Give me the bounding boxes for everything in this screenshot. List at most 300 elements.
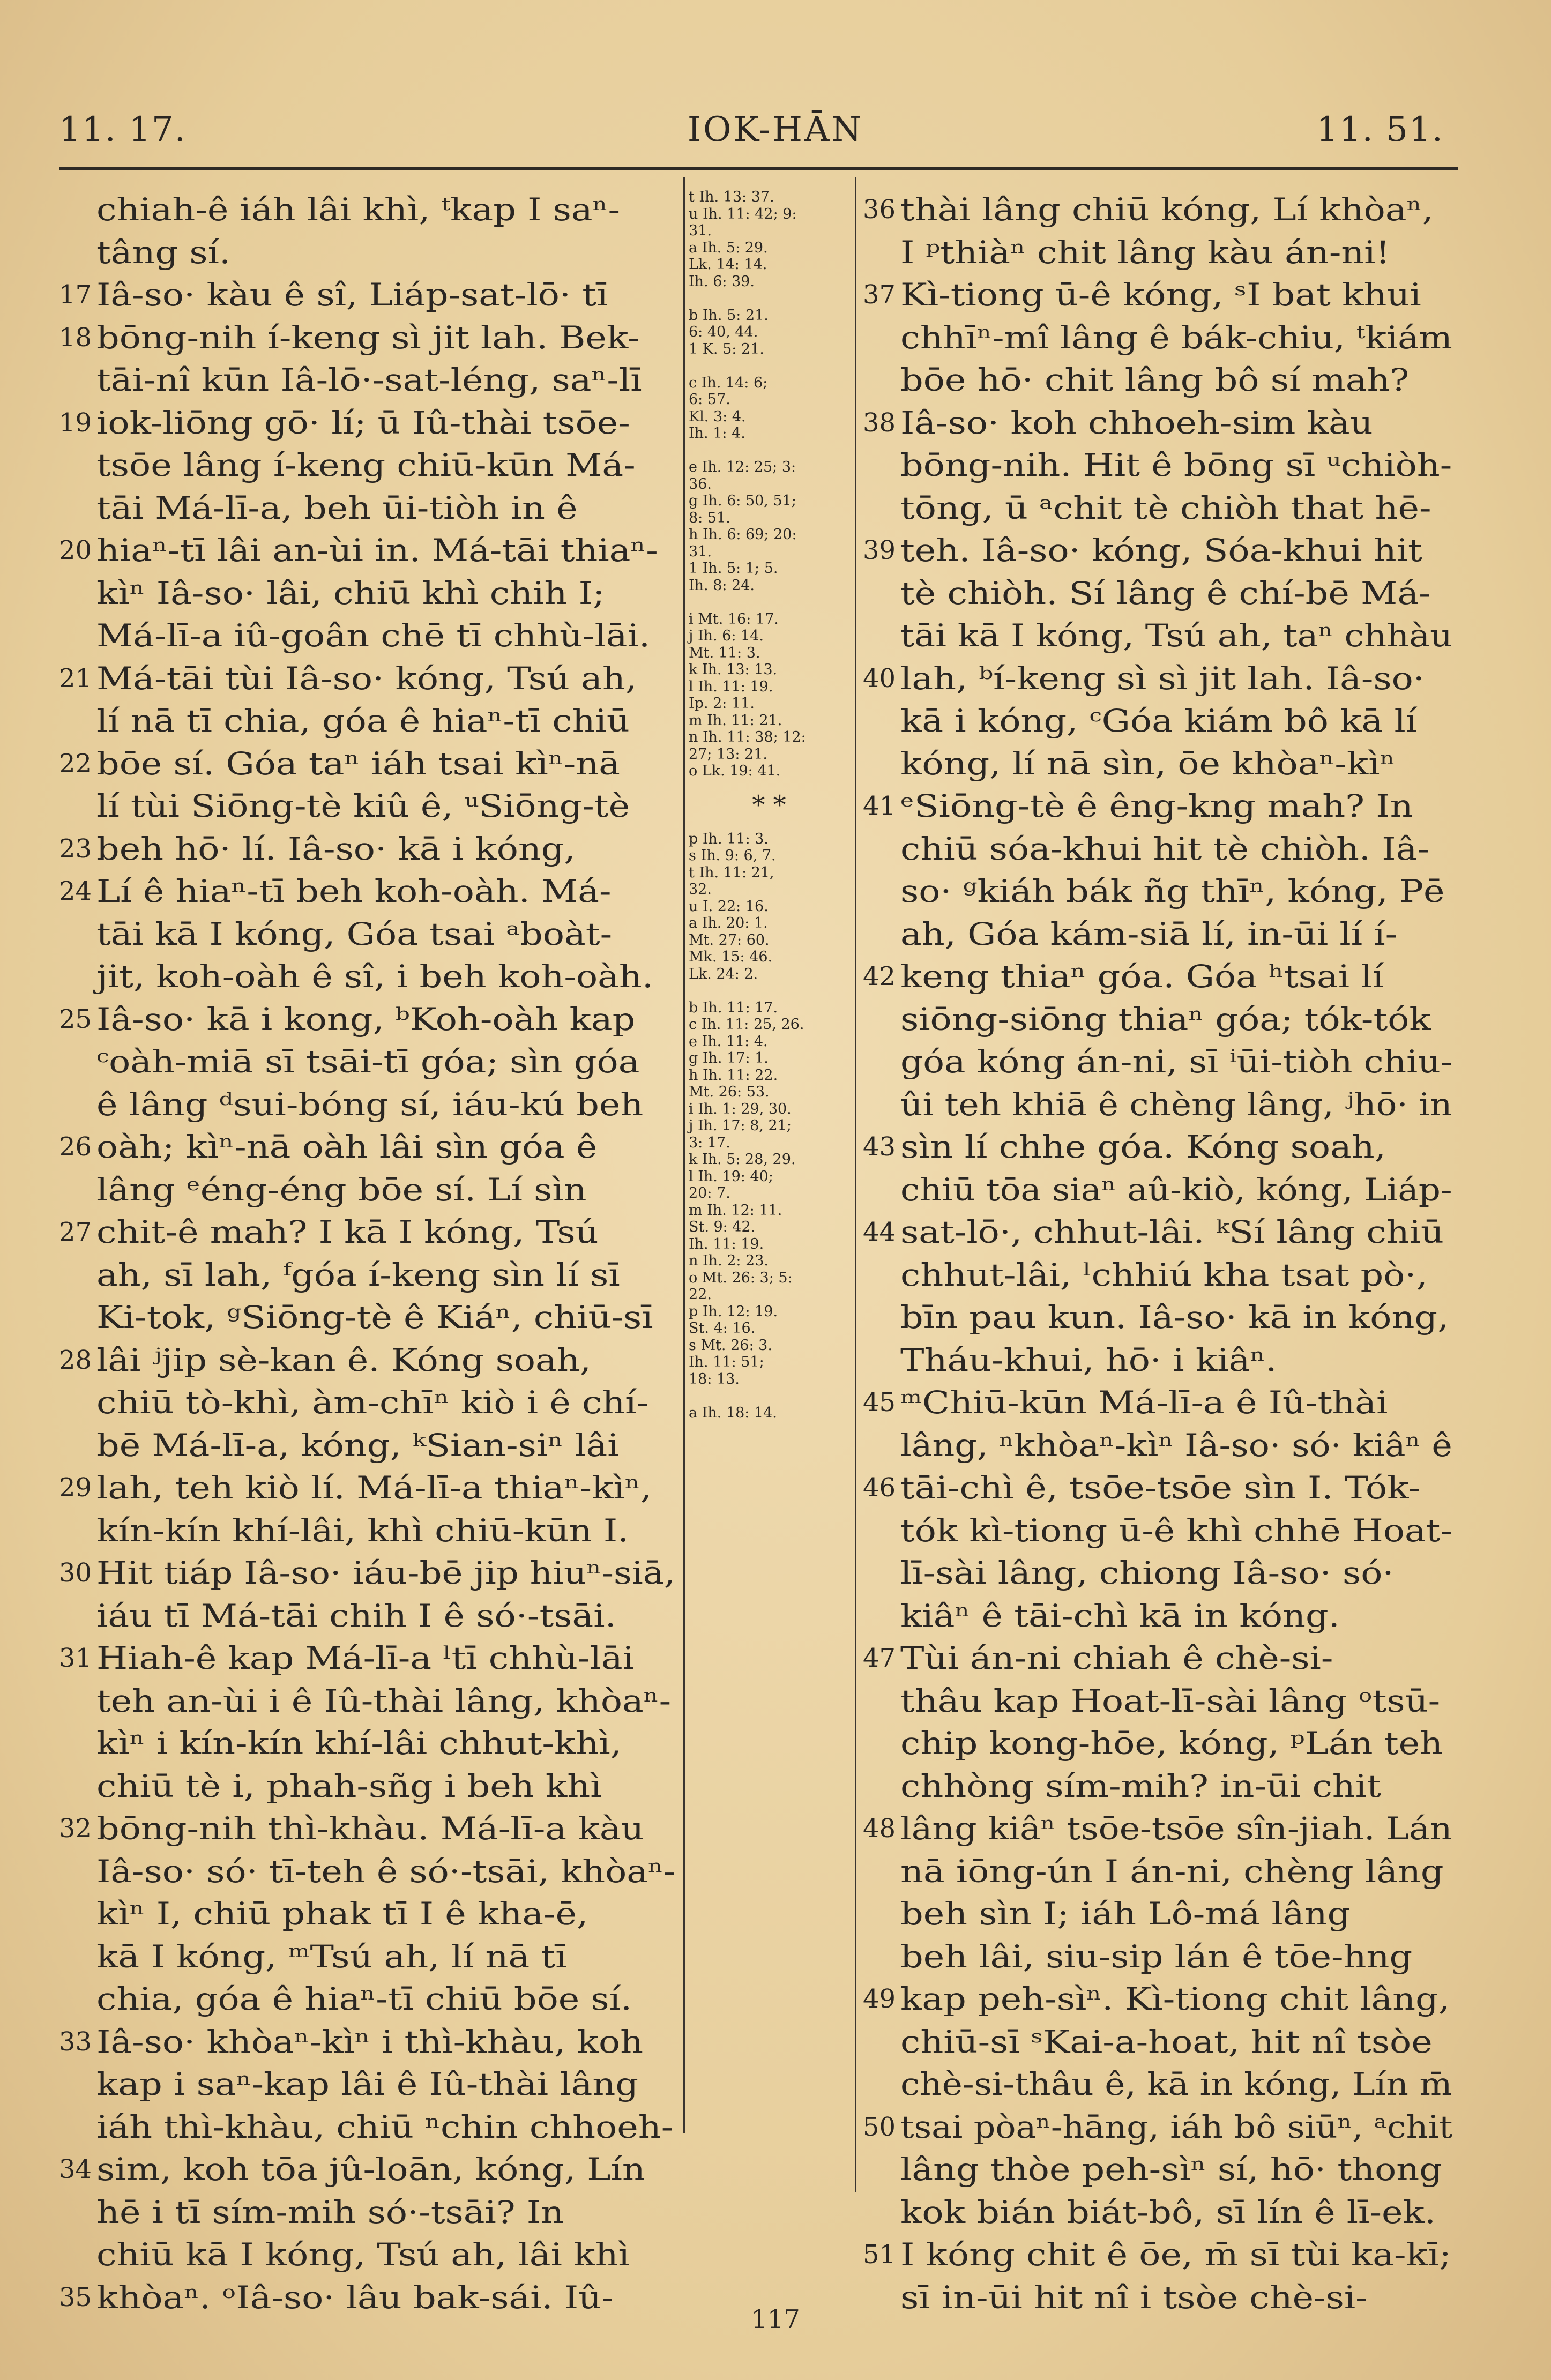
- verse-text: Iâ-so· só· tī-teh ê só·-tsāi, khòaⁿ-: [96, 1853, 676, 1890]
- verse-text: teh. Iâ-so· kóng, Sóa-khui hit: [900, 532, 1422, 569]
- verse-text: kín-kín khí-lâi, khì chiū-kūn I.: [96, 1512, 629, 1549]
- verse-text: chè-si-thâu ê, kā in kóng, Lín m̄: [900, 2066, 1452, 2102]
- verse-number: 35: [59, 2282, 92, 2312]
- cross-reference: m Ih. 11: 21.: [689, 712, 782, 729]
- verse-text: ê lâng ᵈsui-bóng sí, iáu-kú beh: [96, 1086, 644, 1123]
- verse-line: [863, 1211, 1452, 1254]
- verse-number: 41: [863, 791, 896, 821]
- cross-reference: h Ih. 6: 69; 20:: [689, 526, 797, 543]
- verse-text: kìⁿ I, chiū phak tī I ê kha-ē,: [96, 1896, 588, 1932]
- verse-line: [59, 1893, 675, 1936]
- verse-text: kap peh-sìⁿ. Kì-tiong chit lâng,: [900, 1981, 1450, 2017]
- verse-number: 43: [863, 1132, 896, 1162]
- verse-line: [863, 1978, 1452, 2021]
- verse-text: chhut-lâi, ˡchhiú kha tsat pò·,: [900, 1256, 1428, 1293]
- verse-number: 30: [59, 1558, 92, 1588]
- verse-number: 23: [59, 833, 92, 864]
- cross-reference: Mt. 27: 60.: [689, 931, 770, 949]
- verse-text: kóng, lí nā sìn, ōe khòaⁿ-kìⁿ: [900, 745, 1396, 782]
- verse-line: [59, 189, 675, 232]
- verse-line: [863, 998, 1452, 1041]
- verse-line: [863, 2191, 1452, 2234]
- cross-reference: c Ih. 14: 6;: [689, 374, 768, 391]
- verse-line: [863, 1680, 1452, 1723]
- cross-reference: [689, 357, 849, 375]
- verse-line: [863, 1424, 1452, 1467]
- cross-reference: 1 K. 5: 21.: [689, 340, 764, 357]
- verse-line: [59, 2106, 675, 2149]
- verse-number: 50: [863, 2112, 896, 2142]
- verse-text: bōng-nih thì-khàu. Má-lī-a kàu: [96, 1810, 644, 1847]
- verse-line: [863, 1041, 1452, 1084]
- verse-text: ah, Góa kám-siā lí, in-ūi lí í-: [900, 915, 1398, 952]
- cross-reference: 3: 17.: [689, 1134, 730, 1151]
- verse-line: [863, 232, 1452, 274]
- verse-text: bē Má-lī-a, kóng, ᵏSian-siⁿ lâi: [96, 1427, 619, 1464]
- verse-line: [59, 1041, 675, 1084]
- cross-reference: [689, 442, 849, 459]
- verse-line: [863, 1254, 1452, 1297]
- cross-reference: h Ih. 11: 22.: [689, 1066, 778, 1084]
- verse-text: lâi ʲjip sè-kan ê. Kóng soah,: [96, 1341, 592, 1378]
- cross-reference: 27; 13: 21.: [689, 745, 768, 763]
- verse-text: kiâⁿ ê tāi-chì kā in kóng.: [900, 1597, 1340, 1634]
- cross-reference: Kl. 3: 4.: [689, 408, 746, 425]
- verse-line: [59, 1382, 675, 1424]
- cross-references-top: [689, 189, 849, 780]
- verse-text: lí tùi Siōng-tè kiû ê, ᵘSiōng-tè: [96, 788, 630, 824]
- cross-reference: 20: 7.: [689, 1185, 730, 1202]
- verse-line: [59, 1424, 675, 1467]
- cross-reference: a Ih. 20: 1.: [689, 915, 768, 931]
- verse-line: [59, 232, 675, 274]
- cross-reference: Ih. 11: 51;: [689, 1354, 764, 1370]
- verse-line: [863, 444, 1452, 487]
- verse-text: kìⁿ Iâ-so· lâi, chiū khì chih I;: [96, 575, 605, 611]
- cross-reference: 32.: [689, 881, 712, 898]
- verse-number: 37: [863, 280, 896, 310]
- verse-number: 38: [863, 407, 896, 438]
- verse-line: [863, 1339, 1452, 1382]
- verse-text: iáu tī Má-tāi chih I ê só·-tsāi.: [96, 1597, 616, 1634]
- verse-text: hiaⁿ-tī lâi an-ùi in. Má-tāi thiaⁿ-: [96, 532, 658, 569]
- cross-reference: j Ih. 6: 14.: [689, 628, 764, 644]
- verse-text: Tùi án-ni chiah ê chè-si-: [900, 1640, 1333, 1676]
- verse-line: [59, 1339, 675, 1382]
- verse-text: siōng-siōng thiaⁿ góa; tók-tók: [900, 1001, 1431, 1038]
- cross-reference: Mt. 11: 3.: [689, 644, 760, 661]
- cross-reference: b Ih. 11: 17.: [689, 999, 778, 1016]
- verse-number: 51: [863, 2240, 896, 2270]
- cross-reference: 1 Ih. 5: 1; 5.: [689, 560, 778, 577]
- verse-line: [59, 828, 675, 871]
- verse-text: chiū tè i, phah-sñg i beh khì: [96, 1767, 602, 1804]
- cross-reference: l Ih. 11: 19.: [689, 678, 773, 695]
- verse-line: [59, 913, 675, 956]
- cross-reference: u Ih. 11: 42; 9:: [689, 205, 797, 222]
- cross-reference: n Ih. 2: 23.: [689, 1252, 769, 1269]
- verse-text: bōng-nih. Hit ê bōng sī ᵘchiòh-: [900, 447, 1452, 483]
- verse-line: [863, 2234, 1452, 2277]
- verse-line: [863, 2063, 1452, 2106]
- cross-reference: m Ih. 12: 11.: [689, 1202, 782, 1219]
- right-text-column: [863, 189, 1452, 2319]
- verse-text: hē i tī sím-mih só·-tsāi? In: [96, 2194, 564, 2230]
- verse-line: [863, 317, 1452, 360]
- verse-line: [863, 1893, 1452, 1936]
- column-divider-right: [855, 177, 856, 2192]
- verse-text: tók kì-tiong ū-ê khì chhē Hoat-: [900, 1512, 1452, 1549]
- verse-number: 27: [59, 1217, 92, 1247]
- cross-reference: t Ih. 11: 21,: [689, 864, 774, 881]
- verse-line: [59, 1126, 675, 1169]
- verse-line: [863, 359, 1452, 402]
- verse-number: 26: [59, 1132, 92, 1162]
- verse-line: [863, 487, 1452, 530]
- verse-line: [863, 828, 1452, 871]
- verse-text: Hiah-ê kap Má-lī-a ˡtī chhù-lāi: [96, 1640, 635, 1676]
- cross-reference: a Ih. 5: 29.: [689, 239, 768, 256]
- verse-line: [863, 529, 1452, 572]
- verse-line: [863, 700, 1452, 743]
- verse-number: 28: [59, 1345, 92, 1375]
- verse-text: keng thiaⁿ góa. Góa ʰtsai lí: [900, 958, 1384, 995]
- verse-text: tâng sí.: [96, 234, 231, 271]
- verse-number: 18: [59, 322, 92, 353]
- verse-line: [863, 1851, 1452, 1893]
- cross-reference: 31.: [689, 222, 712, 239]
- verse-line: [59, 700, 675, 743]
- column-divider-left: [683, 177, 685, 2133]
- cross-reference: n Ih. 11: 38; 12:: [689, 729, 806, 745]
- verse-line: [59, 2191, 675, 2234]
- cross-reference: g Ih. 17: 1.: [689, 1050, 769, 1066]
- verse-text: lī-sài lâng, chiong Iâ-so· só·: [900, 1555, 1394, 1591]
- verse-line: [863, 658, 1452, 700]
- verse-line: [59, 956, 675, 998]
- cross-reference: k Ih. 5: 28, 29.: [689, 1151, 796, 1168]
- verse-line: [863, 402, 1452, 445]
- verse-text: tsōe lâng í-keng chiū-kūn Má-: [96, 447, 636, 483]
- verse-text: Iâ-so· koh chhoeh-sim kàu: [900, 404, 1373, 441]
- verse-number: 46: [863, 1473, 896, 1503]
- verse-line: [59, 317, 675, 360]
- cross-reference: g Ih. 6: 50, 51;: [689, 493, 796, 509]
- verse-number: 48: [863, 1814, 896, 1844]
- verse-text: kā I kóng, ᵐTsú ah, lí nā tī: [96, 1938, 567, 1975]
- verse-line: [59, 1296, 675, 1339]
- verse-line: [59, 572, 675, 615]
- verse-text: ûi teh khiā ê chèng lâng, ʲhō· in: [900, 1086, 1452, 1123]
- verse-line: [59, 2021, 675, 2064]
- verse-line: [59, 359, 675, 402]
- verse-line: [59, 1211, 675, 1254]
- verse-line: [863, 2148, 1452, 2191]
- verse-number: 42: [863, 961, 896, 991]
- header-left-reference: 11. 17.: [59, 110, 187, 150]
- verse-text: tāi kā I kóng, Tsú ah, taⁿ chhàu: [900, 617, 1453, 654]
- cross-reference: Ih. 8: 24.: [689, 577, 755, 594]
- verse-line: [59, 1637, 675, 1680]
- verse-text: lah, teh kiò lí. Má-lī-a thiaⁿ-kìⁿ,: [96, 1469, 652, 1506]
- verse-number: 17: [59, 280, 92, 310]
- verse-line: [863, 572, 1452, 615]
- verse-text: I ᵖthiàⁿ chit lâng kàu án-ni!: [900, 234, 1390, 271]
- verse-text: sìn lí chhe góa. Kóng soah,: [900, 1129, 1386, 1165]
- verse-line: [59, 870, 675, 913]
- cross-references-bottom: [689, 831, 849, 1422]
- verse-text: Má-lī-a iû-goân chē tī chhù-lāi.: [96, 617, 651, 654]
- verse-text: lâng, ⁿkhòaⁿ-kìⁿ Iâ-so· só· kiâⁿ ê: [900, 1427, 1452, 1464]
- cross-reference: 22.: [689, 1286, 712, 1303]
- verse-line: [59, 615, 675, 658]
- verse-text: so· ᵍkiáh bák ñg thīⁿ, kóng, Pē: [900, 873, 1445, 909]
- verse-text: bīn pau kun. Iâ-so· kā in kóng,: [900, 1299, 1449, 1336]
- verse-text: lâng thòe peh-sìⁿ sí, hō· thong: [900, 2151, 1442, 2188]
- verse-text: chiū tò-khì, àm-chīⁿ kiò i ê chí-: [96, 1384, 649, 1421]
- verse-line: [59, 1808, 675, 1851]
- verse-text: ᵉSiōng-tè ê êng-kng mah? In: [900, 788, 1413, 824]
- cross-reference: s Ih. 9: 6, 7.: [689, 847, 776, 864]
- verse-text: ah, sī lah, ᶠgóa í-keng sìn lí sī: [96, 1256, 620, 1293]
- verse-line: [863, 785, 1452, 828]
- verse-line: [863, 2021, 1452, 2064]
- verse-line: [59, 1467, 675, 1510]
- cross-reference: Ih. 1: 4.: [689, 425, 745, 442]
- cross-reference: e Ih. 12: 25; 3:: [689, 459, 796, 475]
- verse-line: [59, 1510, 675, 1553]
- verse-text: jit, koh-oàh ê sî, i beh koh-oàh.: [96, 958, 654, 995]
- verse-line: [59, 402, 675, 445]
- verse-text: Lí ê hiaⁿ-tī beh koh-oàh. Má-: [96, 873, 612, 909]
- verse-number: 39: [863, 535, 896, 565]
- header-right-reference: 11. 51.: [1316, 110, 1444, 150]
- verse-text: lí nā tī chia, góa ê hiaⁿ-tī chiū: [96, 703, 630, 739]
- cross-reference: t Ih. 13: 37.: [689, 189, 774, 205]
- verse-line: [863, 1169, 1452, 1212]
- verse-text: tāi kā I kóng, Góa tsai ᵃboàt-: [96, 915, 613, 952]
- verse-line: [863, 913, 1452, 956]
- verse-number: 44: [863, 1217, 896, 1247]
- verse-line: [863, 1510, 1452, 1553]
- cross-reference: s Mt. 26: 3.: [689, 1337, 772, 1354]
- cross-reference: Mk. 15: 46.: [689, 949, 773, 965]
- verse-line: [59, 444, 675, 487]
- cross-reference: 36.: [689, 475, 712, 493]
- verse-number: 29: [59, 1473, 92, 1503]
- verse-text: chit-ê mah? I kā I kóng, Tsú: [96, 1214, 599, 1250]
- cross-reference: Lk. 24: 2.: [689, 965, 758, 982]
- verse-text: Iâ-so· kàu ê sî, Liáp-sat-lō· tī: [96, 277, 608, 313]
- verse-text: Tháu-khui, hō· i kiâⁿ.: [900, 1341, 1277, 1378]
- verse-line: [59, 658, 675, 700]
- verse-text: tāi-nî kūn Iâ-lō·-sat-léng, saⁿ-lī: [96, 362, 642, 398]
- verse-line: [863, 1722, 1452, 1765]
- page-title: IOK-HĀN: [687, 110, 864, 150]
- verse-text: bōng-nih í-keng sì jit lah. Bek-: [96, 319, 640, 356]
- verse-line: [863, 1126, 1452, 1169]
- verse-line: [59, 1254, 675, 1297]
- verse-line: [863, 1765, 1452, 1808]
- cross-reference: c Ih. 11: 25, 26.: [689, 1016, 804, 1033]
- verse-text: Hit tiáp Iâ-so· iáu-bē jip hiuⁿ-siā,: [96, 1555, 675, 1591]
- verse-line: [59, 1084, 675, 1126]
- verse-number: 47: [863, 1643, 896, 1673]
- verse-number: 24: [59, 876, 92, 906]
- verse-number: 21: [59, 663, 92, 693]
- verse-number: 22: [59, 748, 92, 779]
- cross-reference: [689, 594, 849, 611]
- header-rule: [59, 167, 1458, 170]
- verse-text: I kóng chit ê ōe, m̄ sī tùi ka-kī;: [900, 2236, 1451, 2273]
- cross-reference: j Ih. 17: 8, 21;: [689, 1117, 792, 1134]
- cross-reference: Ip. 2: 11.: [689, 695, 755, 712]
- verse-text: chiah-ê iáh lâi khì, ᵗkap I saⁿ-: [96, 191, 621, 228]
- verse-line: [863, 2106, 1452, 2149]
- verse-text: lah, ᵇí-keng sì sì jit lah. Iâ-so·: [900, 660, 1425, 697]
- verse-line: [863, 615, 1452, 658]
- verse-line: [863, 743, 1452, 786]
- verse-line: [863, 1382, 1452, 1424]
- verse-number: 33: [59, 2026, 92, 2057]
- verse-text: lâng ᵉéng-éng bōe sí. Lí sìn: [96, 1171, 587, 1208]
- cross-reference: [689, 982, 849, 999]
- cross-reference: 31.: [689, 543, 712, 560]
- verse-line: [59, 743, 675, 786]
- verse-line: [59, 529, 675, 572]
- cross-reference: [689, 1387, 849, 1405]
- cross-reference: b Ih. 5: 21.: [689, 307, 769, 324]
- verse-text: tōng, ū ᵃchit tè chiòh that hē-: [900, 489, 1431, 526]
- verse-text: chia, góa ê hiaⁿ-tī chiū bōe sí.: [96, 1981, 632, 2017]
- verse-text: oàh; kìⁿ-nā oàh lâi sìn góa ê: [96, 1129, 598, 1165]
- cross-reference: 6: 40, 44.: [689, 324, 758, 340]
- verse-text: Kì-tiong ū-ê kóng, ˢI bat khui: [900, 277, 1421, 313]
- left-text-column: [59, 189, 675, 2319]
- verse-line: [59, 1978, 675, 2021]
- cross-reference: Mt. 26: 53.: [689, 1084, 770, 1100]
- verse-text: kìⁿ i kín-kín khí-lâi chhut-khì,: [96, 1725, 622, 1762]
- verse-line: [863, 1936, 1452, 1979]
- verse-line: [863, 189, 1452, 232]
- verse-line: [59, 1680, 675, 1723]
- verse-text: bōe sí. Góa taⁿ iáh tsai kìⁿ-nā: [96, 745, 620, 782]
- verse-text: beh sìn I; iáh Lô-má lâng: [900, 1896, 1351, 1932]
- verse-text: góa kóng án-ni, sī ⁱūi-tiòh chiu-: [900, 1043, 1453, 1080]
- verse-text: Ki-tok, ᵍSiōng-tè ê Kiáⁿ, chiū-sī: [96, 1299, 653, 1336]
- verse-line: [863, 1296, 1452, 1339]
- cross-reference: o Lk. 19: 41.: [689, 763, 781, 779]
- verse-text: chiū kā I kóng, Tsú ah, lâi khì: [96, 2236, 630, 2273]
- cross-reference: St. 4: 16.: [689, 1320, 756, 1337]
- verse-number: 34: [59, 2154, 92, 2184]
- verse-number: 36: [863, 195, 896, 225]
- cross-reference: Ih. 6: 39.: [689, 273, 755, 290]
- verse-line: [59, 1595, 675, 1638]
- verse-line: [59, 1552, 675, 1595]
- cross-reference: Lk. 14: 14.: [689, 256, 767, 273]
- verse-text: khòaⁿ. ᵒIâ-so· lâu bak-sái. Iû-: [96, 2279, 614, 2316]
- verse-text: beh hō· lí. Iâ-so· kā i kóng,: [96, 830, 576, 867]
- verse-text: iok-liōng gō· lí; ū Iû-thài tsōe-: [96, 404, 630, 441]
- verse-line: [863, 1084, 1452, 1126]
- reference-divider: * *: [752, 789, 786, 820]
- verse-text: ᶜoàh-miā sī tsāi-tī góa; sìn góa: [96, 1043, 640, 1080]
- verse-line: [863, 1808, 1452, 1851]
- cross-reference: o Mt. 26: 3; 5:: [689, 1269, 793, 1286]
- cross-reference: 6: 57.: [689, 391, 730, 408]
- verse-line: [863, 1595, 1452, 1638]
- verse-line: [863, 1552, 1452, 1595]
- cross-reference: u I. 22: 16.: [689, 898, 769, 915]
- cross-reference-column: [689, 189, 849, 1421]
- cross-reference: [689, 290, 849, 307]
- cross-reference: a Ih. 18: 14.: [689, 1404, 777, 1421]
- verse-text: kā i kóng, ᶜGóa kiám bô kā lí: [900, 703, 1418, 739]
- verse-text: bōe hō· chit lâng bô sí mah?: [900, 362, 1410, 398]
- cross-reference: p Ih. 12: 19.: [689, 1303, 778, 1320]
- verse-text: nā iōng-ún I án-ni, chèng lâng: [900, 1853, 1444, 1890]
- verse-line: [59, 2148, 675, 2191]
- verse-text: tè chiòh. Sí lâng ê chí-bē Má-: [900, 575, 1431, 611]
- verse-text: tāi-chì ê, tsōe-tsōe sìn I. Tók-: [900, 1469, 1420, 1506]
- verse-line: [59, 1765, 675, 1808]
- cross-reference: k Ih. 13: 13.: [689, 661, 778, 678]
- verse-text: kok bián biát-bô, sī lín ê lī-ek.: [900, 2194, 1436, 2230]
- verse-line: [59, 2063, 675, 2106]
- verse-text: kap i saⁿ-kap lâi ê Iû-thài lâng: [96, 2066, 639, 2102]
- verse-text: sat-lō·, chhut-lâi. ᵏSí lâng chiū: [900, 1214, 1444, 1250]
- verse-text: Iâ-so· khòaⁿ-kìⁿ i thì-khàu, koh: [96, 2023, 644, 2060]
- verse-line: [863, 274, 1452, 317]
- verse-number: 45: [863, 1387, 896, 1417]
- cross-reference: 18: 13.: [689, 1370, 740, 1387]
- verse-text: chiū tōa siaⁿ aû-kiò, kóng, Liáp-: [900, 1171, 1452, 1208]
- verse-line: [59, 1851, 675, 1893]
- verse-text: sim, koh tōa jû-loān, kóng, Lín: [96, 2151, 645, 2188]
- cross-reference: i Ih. 1: 29, 30.: [689, 1100, 792, 1117]
- cross-reference: p Ih. 11: 3.: [689, 830, 769, 847]
- verse-line: [863, 1467, 1452, 1510]
- verse-line: [59, 2234, 675, 2277]
- page-number: 117: [751, 2304, 800, 2334]
- verse-text: sī in-ūi hit nî i tsòe chè-si-: [900, 2279, 1368, 2316]
- verse-text: tsai pòaⁿ-hāng, iáh bô siūⁿ, ᵃchit: [900, 2108, 1453, 2145]
- verse-line: [863, 956, 1452, 998]
- verse-text: tāi Má-lī-a, beh ūi-tiòh in ê: [96, 489, 578, 526]
- cross-reference: 8: 51.: [689, 509, 730, 526]
- cross-reference: e Ih. 11: 4.: [689, 1033, 768, 1050]
- verse-line: [59, 1169, 675, 1212]
- verse-text: teh an-ùi i ê Iû-thài lâng, khòaⁿ-: [96, 1682, 672, 1719]
- verse-line: [59, 274, 675, 317]
- verse-text: chhòng sím-mih? in-ūi chit: [900, 1767, 1381, 1804]
- verse-text: lâng kiâⁿ tsōe-tsōe sîn-jiah. Lán: [900, 1810, 1452, 1847]
- verse-text: iáh thì-khàu, chiū ⁿchin chhoeh-: [96, 2108, 674, 2145]
- cross-reference: St. 9: 42.: [689, 1219, 756, 1235]
- verse-line: [59, 1722, 675, 1765]
- verse-text: thài lâng chiū kóng, Lí khòaⁿ,: [900, 191, 1434, 228]
- verse-line: [863, 1637, 1452, 1680]
- verse-line: [59, 785, 675, 828]
- verse-text: chiū-sī ˢKai-a-hoat, hit nî tsòe: [900, 2023, 1433, 2060]
- verse-line: [863, 870, 1452, 913]
- verse-line: [59, 1936, 675, 1979]
- verse-line: [59, 998, 675, 1041]
- verse-text: ᵐChiū-kūn Má-lī-a ê Iû-thài: [900, 1384, 1388, 1421]
- verse-number: 19: [59, 407, 92, 438]
- verse-number: 49: [863, 1984, 896, 2014]
